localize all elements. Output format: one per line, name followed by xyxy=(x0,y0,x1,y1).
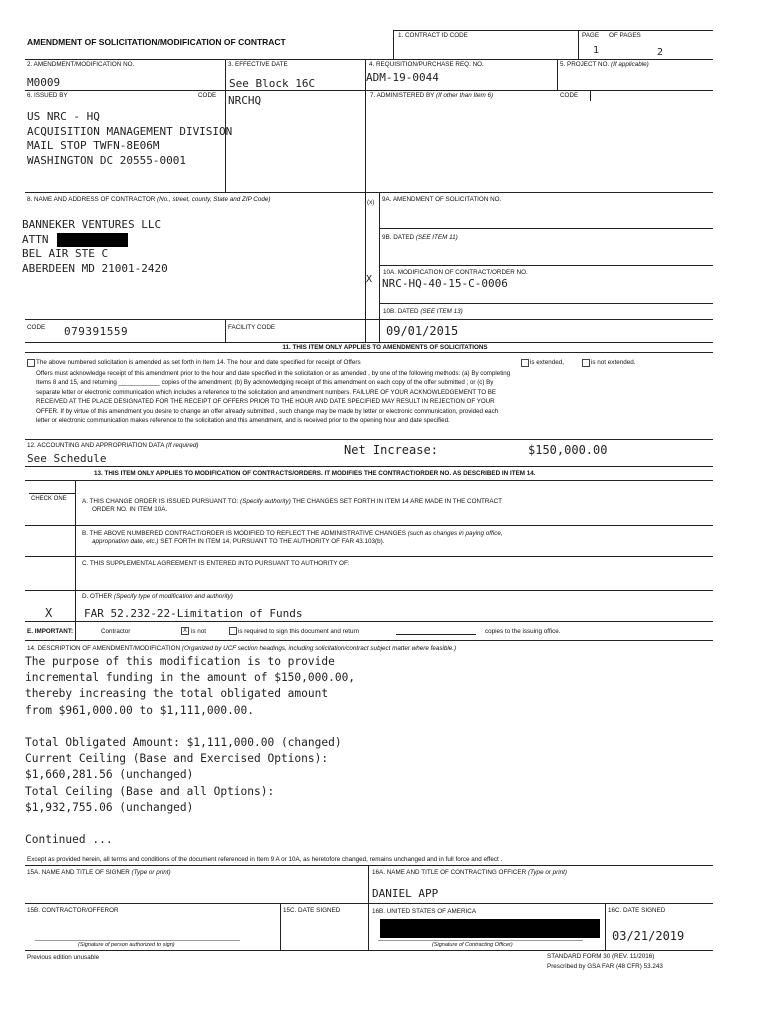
check-one-label: CHECK ONE xyxy=(31,496,67,502)
item11-checkbox[interactable] xyxy=(27,359,35,367)
rule xyxy=(25,950,713,951)
accounting-data-label: 12. ACCOUNTING AND APPROPRIATION DATA (If required) xyxy=(27,442,199,449)
page-number: 1 xyxy=(593,45,600,56)
option-b-text-cont: appropriation date, etc.) SET FORTH IN ITEM 14, PURSUANT TO THE AUTHORITY OF FAR 43.103(b). xyxy=(92,538,385,545)
rule xyxy=(25,466,713,467)
rule xyxy=(225,319,226,342)
rule xyxy=(25,590,713,591)
rule xyxy=(29,493,75,494)
is-not-label: is not xyxy=(191,628,207,635)
project-no-label: 5. PROJECT NO. (If applicable) xyxy=(560,61,649,68)
solicitation-dated-label: 9B. DATED (SEE ITEM 11) xyxy=(382,234,458,241)
officer-signature-caption: (Signature of Contracting Officer) xyxy=(432,942,513,948)
rule xyxy=(25,59,713,60)
copies-label: copies to the issuing office. xyxy=(485,628,561,635)
officer-date-signed-value: 03/21/2019 xyxy=(612,929,685,943)
contractor-code-label: CODE xyxy=(27,324,46,331)
previous-edition-note: Previous edition unusable xyxy=(27,954,100,961)
rule xyxy=(605,903,606,950)
amendment-no-label: 2. AMENDMENT/MODIFICATION NO. xyxy=(27,61,135,68)
contract-id-code-label: 1. CONTRACT ID CODE xyxy=(398,32,468,39)
officer-date-signed-label: 16C. DATE SIGNED xyxy=(608,907,666,914)
rule xyxy=(25,342,713,343)
rule xyxy=(379,192,380,342)
requisition-no-value: ADM-19-0044 xyxy=(366,71,439,84)
modification-no-value: NRC-HQ-40-15-C-0006 xyxy=(382,277,508,290)
rule xyxy=(379,303,713,304)
contractor-offeror-label: 15B. CONTRACTOR/OFFEROR xyxy=(27,907,119,914)
item13-header: 13. THIS ITEM ONLY APPLIES TO MODIFICATION OF CONTRACTS/ORDERS. IT MODIFIES THE CONTRACT/ORDER NO. AS DESCRIBED IN ITEM 14. xyxy=(94,470,536,477)
issuer-address: US NRC - HQ ACQUISITION MANAGEMENT DIVISION MAIL STOP TWFN-8E06M WASHINGTON DC 20555-0001 xyxy=(27,110,233,167)
is-extended-checkbox[interactable] xyxy=(521,359,529,367)
modification-dated-value: 09/01/2015 xyxy=(386,324,459,338)
item11-intro: The above numbered solicitation is amended as set forth in Item 14. The hour and date specified for receipt of Offers xyxy=(36,359,361,366)
signer-name-label: 15A. NAME AND TITLE OF SIGNER (Type or print) xyxy=(27,869,171,876)
total-pages: 2 xyxy=(657,47,664,58)
issued-by-label: 6. ISSUED BY xyxy=(27,92,68,99)
rule xyxy=(75,480,76,640)
issuer-code-label: CODE xyxy=(198,92,217,99)
rule xyxy=(25,480,713,481)
is-required-checkbox[interactable] xyxy=(229,627,237,635)
rule xyxy=(25,865,713,866)
redaction-block xyxy=(57,233,128,247)
rule xyxy=(368,865,369,950)
option-d-x-mark: X xyxy=(45,606,53,620)
effective-date-label: 3. EFFECTIVE DATE xyxy=(228,61,288,68)
rule xyxy=(25,319,713,320)
page-label: PAGE xyxy=(582,32,600,39)
not-extended-checkbox[interactable] xyxy=(582,359,590,367)
important-contractor: Contractor xyxy=(101,628,131,635)
net-increase-value: $150,000.00 xyxy=(528,443,608,457)
option-c-text: C. THIS SUPPLEMENTAL AGREEMENT IS ENTERED INTO PURSUANT TO AUTHORITY OF: xyxy=(82,560,350,567)
rule xyxy=(25,903,713,904)
officer-name-value: DANIEL APP xyxy=(372,887,439,900)
rule xyxy=(393,30,394,59)
rule xyxy=(25,525,713,526)
form-title: AMENDMENT OF SOLICITATION/MODIFICATION OF CONTRACT xyxy=(27,37,286,47)
important-label: E. IMPORTANT: xyxy=(27,628,74,635)
administered-code-label: CODE xyxy=(560,92,579,99)
rule xyxy=(578,30,579,59)
rule xyxy=(25,621,713,622)
officer-name-label: 16A. NAME AND TITLE OF CONTRACTING OFFICER (Type or print) xyxy=(372,869,568,876)
officer-signature-redaction xyxy=(380,919,600,938)
rule xyxy=(590,90,591,101)
is-extended-label: is extended, xyxy=(530,359,564,366)
contractor-label: 8. NAME AND ADDRESS OF CONTRACTOR (No., street, county, State and ZIP Code) xyxy=(27,196,271,203)
x-column-header: (x) xyxy=(367,199,375,206)
requisition-no-label: 4. REQUISITION/PURCHASE REQ. NO. xyxy=(369,61,484,68)
issuer-code-value: NRCHQ xyxy=(228,94,262,107)
rule xyxy=(393,30,713,31)
option-a-text-cont: ORDER NO. IN ITEM 10A. xyxy=(92,506,168,513)
rule xyxy=(280,903,281,950)
is-required-label: is required to sign this document and return xyxy=(238,628,360,635)
rule xyxy=(25,556,713,557)
description-label: 14. DESCRIPTION OF AMENDMENT/MODIFICATION (Organized by UCF section headings, including solicitation/contract subject matter where feasible.) xyxy=(27,645,457,652)
is-not-checkbox[interactable]: X xyxy=(182,628,187,634)
description-text: The purpose of this modification is to provide incremental funding in the amount of $150,000.00, thereby increasing the total obligated amount from $961,000.00 to $1,111,000.00. Total Obligated Amount: $1,111,000.00 (changed) Current Ceiling (Base and Exercised Options): $1,660,281.56 (unchanged) Total Ceiling (Base and all Options): $1,932,755.06 (unchanged) Continued ... xyxy=(25,655,356,847)
rule xyxy=(25,352,713,353)
contractor-date-signed-label: 15C. DATE SIGNED xyxy=(283,907,341,914)
copies-blank xyxy=(396,634,476,635)
contractor-address: BANNEKER VENTURES LLC ATTN BEL AIR STE C ABERDEEN MD 21001-2420 xyxy=(22,218,168,275)
amendment-no-value: M0009 xyxy=(27,76,61,89)
effective-date-value: See Block 16C xyxy=(229,77,316,90)
modification-no-label: 10A. MODIFICATION OF CONTRACT/ORDER NO. xyxy=(383,269,528,276)
solicitation-amendment-label: 9A. AMENDMENT OF SOLICITATION NO. xyxy=(382,196,502,203)
item11-instructions: Offers must acknowledge receipt of this amendment prior to the hour and date specified in the solicitation or as amended , by one of the following methods: (a) By completing Items 8 and 15, and returning ____________ copies of the amendment; (b) By acknowledging receipt of this amendment on each copy of the offer submitted ; or (c) By separate letter or electronic communication which includes a reference to the solicitation and amendment numbers. FAILURE OF YOUR ACKNOWLEDGEMENT TO BE RECEIVED AT THE PLACE DESIGNATED FOR THE RECEIPT OF OFFERS PRIOR TO THE HOUR AND DATE SPECIFIED MAY RESULT IN REJECTION OF YOUR OFFER. If by virtue of this amendment you desire to change an offer already submitted , such change may be made by letter or electronic communication, provided each letter or electronic communication makes reference to the solicitation and this amendment, and is received prior to the opening hour and date specified. xyxy=(36,370,511,425)
item11-header: 11. THIS ITEM ONLY APPLIES TO AMENDMENTS OF SOLICITATIONS xyxy=(282,344,488,351)
administered-by-label: 7. ADMINISTERED BY (If other than Item 6) xyxy=(370,92,494,99)
united-states-label: 16B. UNITED STATES OF AMERICA xyxy=(372,908,477,915)
facility-code-label: FACILITY CODE xyxy=(228,324,276,331)
rule xyxy=(365,59,366,342)
except-clause: Except as provided herein, all terms and conditions of the document referenced in Item 9 A or 10A, as heretofore changed, remains unchanged and in full force and effect . xyxy=(27,856,503,863)
form-id: STANDARD FORM 30 (REV. 11/2016) xyxy=(547,953,655,960)
rule xyxy=(25,90,713,91)
modification-dated-label: 10B. DATED (SEE ITEM 13) xyxy=(383,308,463,315)
rule xyxy=(557,59,558,90)
of-pages-label: OF PAGES xyxy=(609,32,641,39)
option-d-value: FAR 52.232-22-Limitation of Funds xyxy=(84,607,303,620)
rule xyxy=(25,192,713,193)
rule xyxy=(379,228,713,229)
rule xyxy=(25,439,713,440)
prescribed-by: Prescribed by GSA FAR (48 CFR) 53.243 xyxy=(547,963,663,970)
accounting-data-value: See Schedule xyxy=(27,452,107,465)
option-a-text: A. THIS CHANGE ORDER IS ISSUED PURSUANT TO: (Specify authority) THE CHANGES SET FORTH IN ITEM 14 ARE MADE IN THE CONTRACT xyxy=(82,498,503,505)
contractor-signature-caption: (Signature of person authorized to sign) xyxy=(78,942,175,948)
option-b-text: B. THE ABOVE NUMBERED CONTRACT/ORDER IS MODIFIED TO REFLECT THE ADMINISTRATIVE CHANGES (such as changes in paying office, xyxy=(82,530,503,537)
rule xyxy=(379,265,713,266)
option-d-text: D. OTHER (Specify type of modification and authority) xyxy=(82,593,233,600)
not-extended-label: is not extended. xyxy=(591,359,636,366)
rule xyxy=(25,640,713,641)
net-increase-label: Net Increase: xyxy=(344,443,438,457)
contractor-code-value: 079391559 xyxy=(64,325,129,338)
modification-x-mark: X xyxy=(366,274,373,285)
